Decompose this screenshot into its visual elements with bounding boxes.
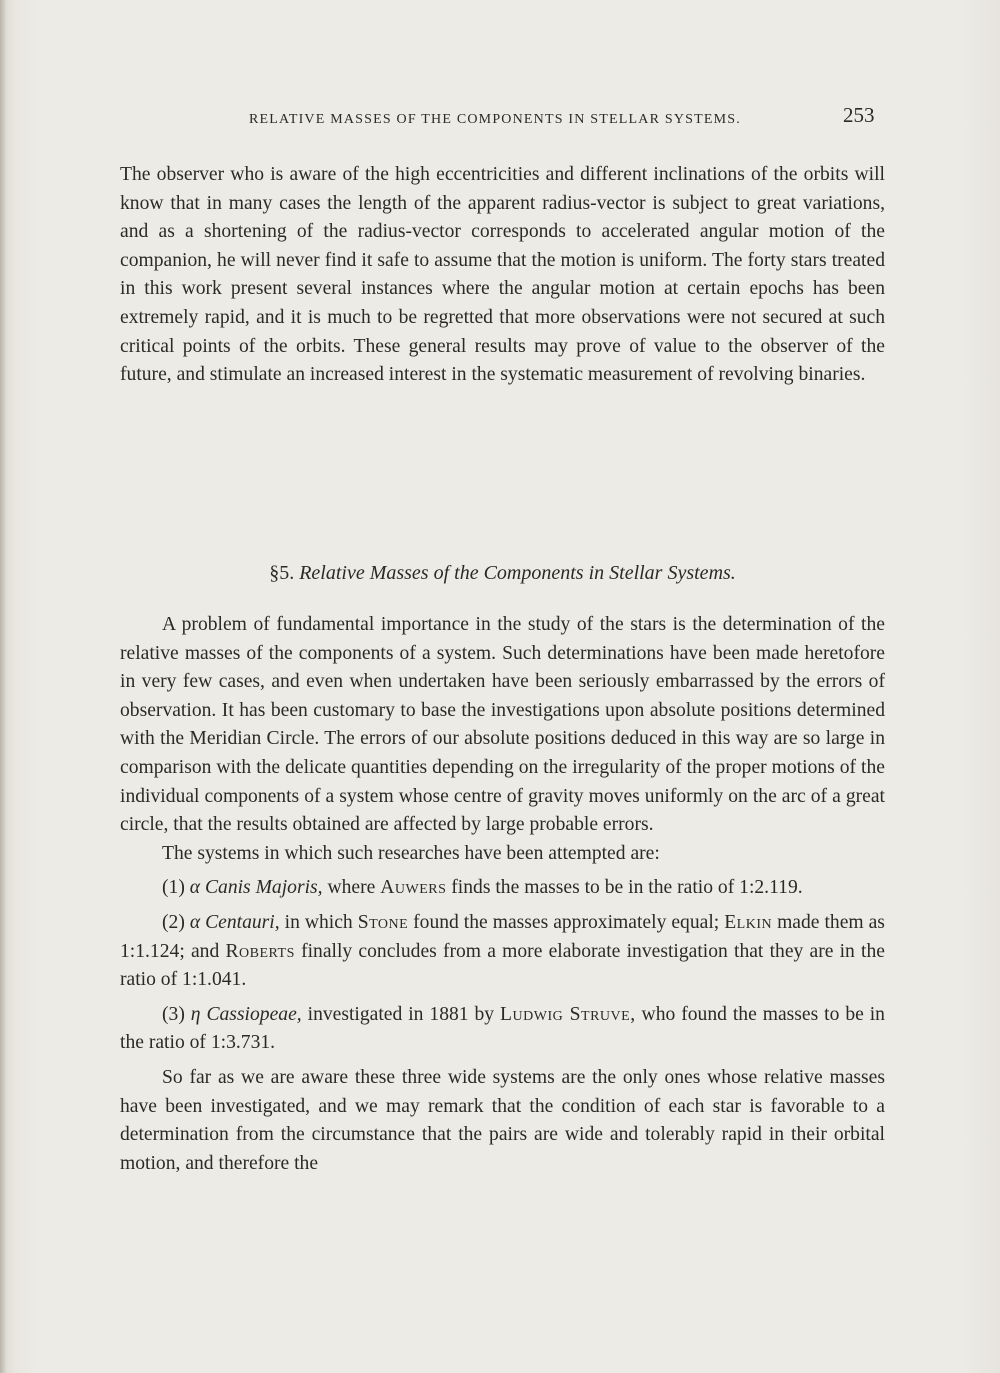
astronomer-name: Roberts [225,940,295,962]
paragraph-systems-intro: The systems in which such researches have been attempted are: [162,842,660,864]
star-name: α Centauri, [189,911,280,933]
paragraph-problem: A problem of fundamental importance in the study of the stars is the determination of the relative masses of the components of a system. Such determinations have been made heretofore in very few cases, and even when undertaken have been seriously embarrassed by the errors of observation. It has been customary to base the investigations upon absolute positions determined with the Meridian Circle. The errors of our absolute positions deduced in this way are so large in comparison with the delicate quantities depending on the irregularity of the proper motions of the individual components of a system whose centre of gravity moves uniformly on the arc of a great circle, that the results obtained are affected by large probable errors. [120,614,885,836]
item-text: investigated in 1881 by [307,1003,495,1025]
item-text: who found the masses to be in the ratio of 1:3.731. [120,1003,885,1054]
page-number: 253 [843,103,875,127]
item-text: finally concludes from a more elaborate investigation that they are in the ratio of 1:1.041. [120,940,885,991]
section-title: Relative Masses of the Components in Stellar Systems. [299,562,736,584]
paragraph-observer [120,161,885,390]
star-name: η Cassiopeae, [190,1003,302,1025]
item-number: (2) [162,911,185,933]
list-item-canis-majoris [120,874,885,903]
item-number: (1) [162,877,185,899]
running-title: RELATIVE MASSES OF THE COMPONENTS IN STELLAR SYSTEMS. [249,112,741,127]
section-body [120,611,885,1178]
astronomer-name: Ludwig Struve, [500,1003,636,1025]
item-text: finds the masses to be in the ratio of 1:2.119. [451,877,803,899]
item-text: in which [284,911,353,933]
section-heading [120,562,885,585]
section-number: §5. [269,562,295,584]
item-text: made them as 1:1.124; and [120,911,885,962]
star-name: α Canis Majoris, [189,877,323,899]
astronomer-name: Auwers [380,877,447,899]
item-number: (3) [162,1003,185,1025]
paragraph-text: The observer who is aware of the high eccentricities and different inclinations of the orbits will know that in many cases the length of the apparent radius-vector is subject to great variations, and as a shortening of the radius-vector corresponds to accelerated angular motion of the companion, he will never find it safe to assume that the motion is uniform. The forty stars treated in this work present several instances where the angular motion at certain epochs has been extremely rapid, and it is much to be regretted that more observations were not secured at such critical points of the orbits. These general results may prove of value to the observer of the future, and stimulate an increased interest in the systematic measurement of revolving binaries. [120,164,885,386]
item-text: found the masses approximately equal; [413,911,720,933]
item-text: where [327,877,376,899]
list-item-centauri [120,909,885,995]
paragraph-conclusion: So far as we are aware these three wide systems are the only ones whose relative masses have been investigated, and we may remark that the condition of each star is favorable to a determination from the circumstance that the pairs are wide and tolerably rapid in their orbital motion, and therefore the [120,1066,885,1174]
astronomer-name: Stone [357,911,409,933]
list-item-cassiopeae [120,1001,885,1058]
book-spine-shadow [0,0,6,1373]
astronomer-name: Elkin [724,911,773,933]
